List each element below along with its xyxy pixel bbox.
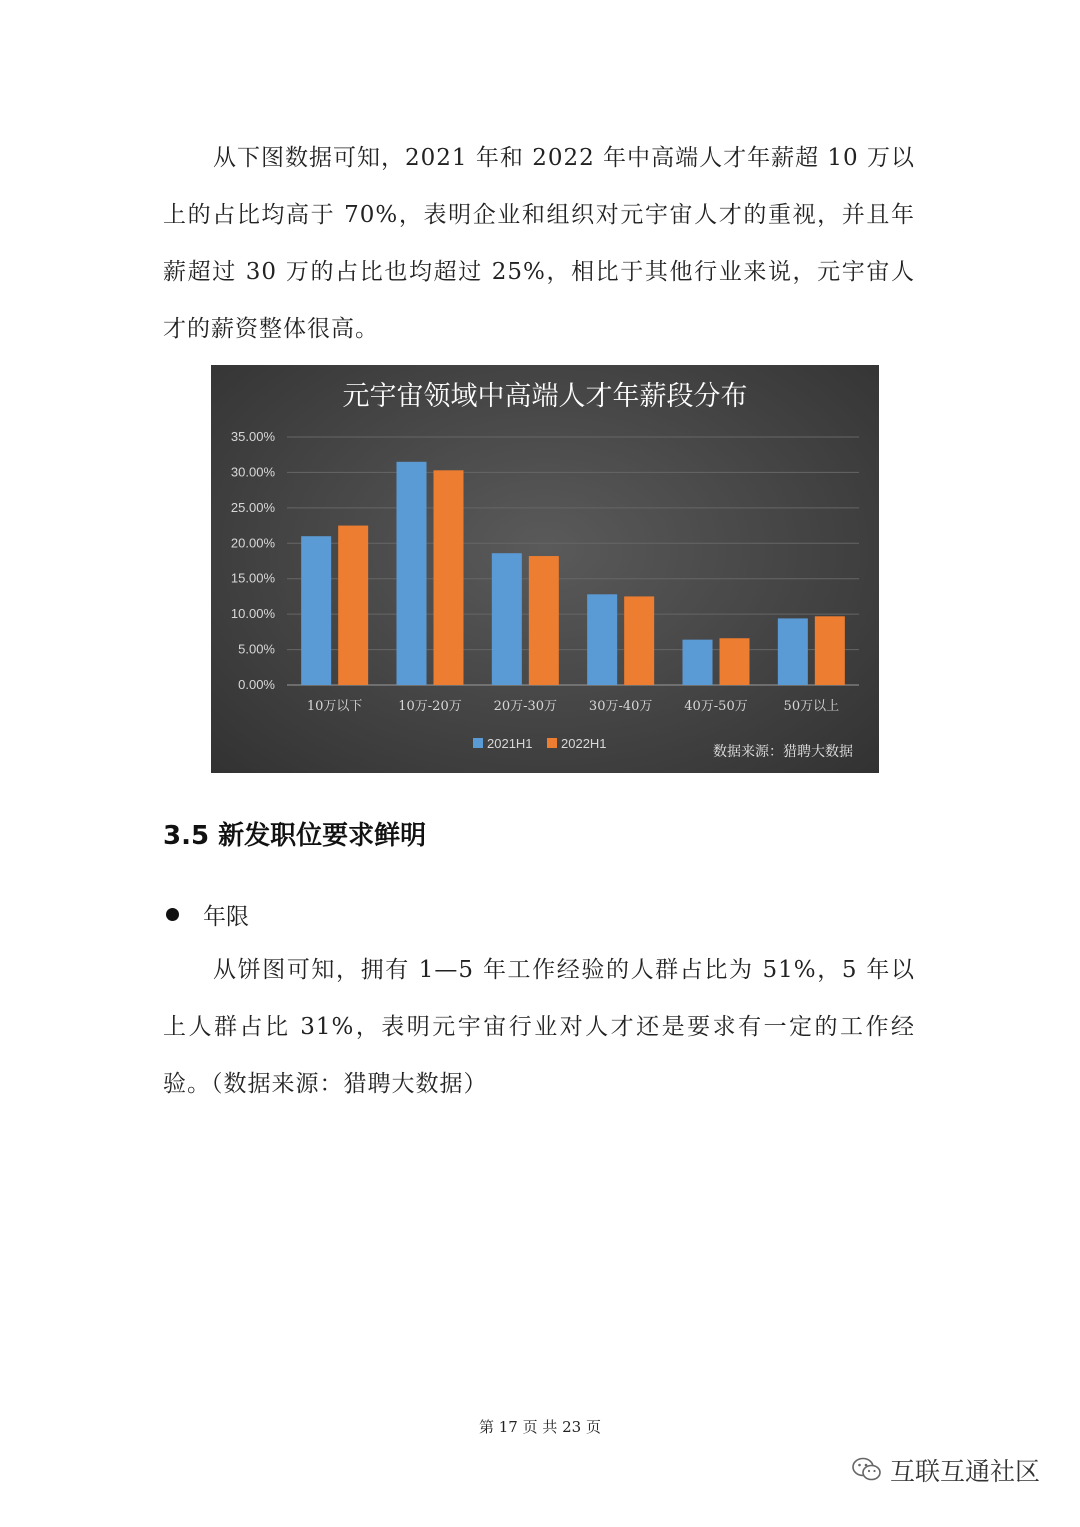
- bar-2021H1: [492, 553, 522, 685]
- intro-paragraph: 从下图数据可知，2021 年和 2022 年中高端人才年薪超 10 万以上的占比均高于 70%，表明企业和组织对元宇宙人才的重视，并且年薪超过 30 万的占比也均超过 25%，相比于其他行业来说，元宇宙人才的薪资整体很高。: [163, 145, 915, 342]
- bullet-label: 年限: [203, 903, 249, 930]
- x-tick-label: 20万-30万: [493, 699, 558, 714]
- watermark: [852, 1452, 1040, 1488]
- bar-2022H1: [434, 470, 464, 685]
- legend-label: 2022H1: [561, 736, 607, 751]
- x-tick-label: 50万以上: [783, 699, 840, 714]
- y-tick-label: 25.00%: [230, 499, 275, 515]
- wechat-icon: [852, 1457, 882, 1483]
- bullet-item: [163, 896, 249, 932]
- watermark-text: 互联互通社区: [890, 1457, 1041, 1486]
- bar-2022H1: [815, 616, 845, 685]
- bar-2021H1: [778, 618, 808, 685]
- bar-2022H1: [529, 556, 559, 685]
- chart-source: 数据来源：猎聘大数据: [713, 744, 853, 760]
- salary-chart: [211, 365, 879, 773]
- experience-paragraph: 从饼图可知，拥有 1—5 年工作经验的人群占比为 51%，5 年以上人群占比 31%，表明元宇宙行业对人才还是要求有一定的工作经验。（数据来源：猎聘大数据）: [163, 957, 915, 1097]
- bar-2022H1: [720, 638, 750, 685]
- bar-2021H1: [683, 640, 713, 685]
- y-tick-label: 30.00%: [230, 464, 275, 480]
- x-tick-label: 10万以下: [306, 699, 363, 714]
- x-tick-label: 40万-50万: [684, 699, 748, 714]
- bar-2021H1: [301, 536, 331, 685]
- legend-swatch-2022H1: [547, 738, 557, 748]
- chart-title: 元宇宙领域中高端人才年薪段分布: [342, 381, 748, 412]
- section-heading: 3.5 新发职位要求鲜明: [163, 821, 427, 851]
- y-tick-label: 0.00%: [238, 677, 275, 692]
- page-footer: 第 17 页 共 23 页: [478, 1418, 601, 1436]
- y-tick-label: 35.00%: [230, 429, 275, 444]
- salary-chart-svg: [211, 365, 879, 773]
- legend-label: 2021H1: [487, 736, 533, 751]
- legend-swatch-2021H1: [473, 738, 483, 748]
- y-tick-label: 15.00%: [230, 570, 275, 586]
- y-tick-label: 10.00%: [230, 606, 275, 622]
- bar-2022H1: [338, 526, 368, 685]
- y-tick-label: 20.00%: [230, 535, 275, 551]
- bullet-dot-icon: [166, 908, 179, 921]
- x-tick-label: 30万-40万: [588, 699, 653, 714]
- bar-2022H1: [624, 596, 654, 685]
- bar-2021H1: [587, 594, 617, 685]
- bar-2021H1: [397, 462, 427, 685]
- y-tick-label: 5.00%: [238, 641, 275, 657]
- x-tick-label: 10万-20万: [398, 699, 462, 714]
